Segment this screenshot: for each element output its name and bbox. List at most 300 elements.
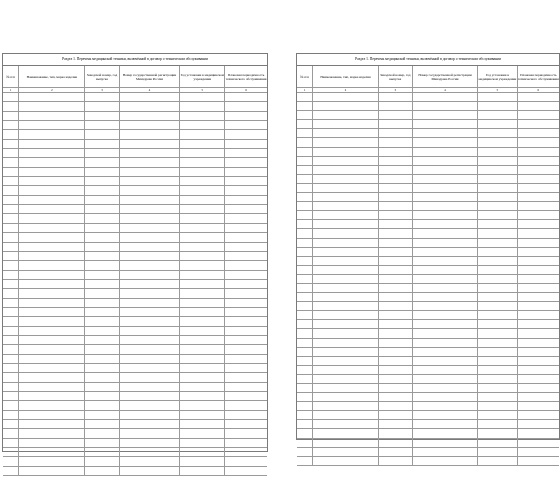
empty-cell <box>297 229 313 238</box>
empty-cell <box>478 347 517 356</box>
empty-cell <box>313 183 379 192</box>
empty-cell <box>412 229 478 238</box>
empty-cell <box>478 393 517 402</box>
table-row <box>297 220 559 229</box>
empty-cell <box>378 283 412 292</box>
empty-cell <box>478 320 517 329</box>
empty-cell <box>180 121 225 130</box>
empty-cell <box>225 279 267 288</box>
empty-cell <box>313 365 379 374</box>
table-row <box>3 102 267 111</box>
empty-cell <box>19 111 85 120</box>
empty-cell <box>85 233 119 242</box>
empty-cell <box>378 347 412 356</box>
empty-cell <box>85 158 119 167</box>
table-row <box>297 174 559 183</box>
empty-cell <box>19 429 85 438</box>
empty-cell <box>180 186 225 195</box>
empty-cell <box>412 183 478 192</box>
empty-cell <box>180 167 225 176</box>
table-row <box>3 205 267 214</box>
table-row <box>3 298 267 307</box>
empty-cell <box>119 298 180 307</box>
table-row <box>297 102 559 111</box>
empty-cell <box>378 365 412 374</box>
empty-cell <box>378 138 412 147</box>
empty-cell <box>297 274 313 283</box>
empty-cell <box>313 311 379 320</box>
empty-cell <box>313 202 379 211</box>
empty-cell <box>3 279 19 288</box>
empty-cell <box>412 256 478 265</box>
empty-cell <box>517 256 559 265</box>
empty-cell <box>313 93 379 102</box>
empty-cell <box>297 220 313 229</box>
empty-cell <box>225 392 267 401</box>
table-row <box>3 410 267 419</box>
empty-cell <box>297 302 313 311</box>
empty-cell <box>297 420 313 429</box>
empty-cell <box>119 111 180 120</box>
empty-cell <box>3 317 19 326</box>
empty-cell <box>225 195 267 204</box>
empty-cell <box>3 448 19 457</box>
column-number: 5 <box>180 88 225 93</box>
empty-cell <box>517 356 559 365</box>
empty-cell <box>119 438 180 447</box>
empty-cell <box>313 402 379 411</box>
empty-cell <box>85 93 119 102</box>
empty-cell <box>313 165 379 174</box>
empty-cell <box>412 384 478 393</box>
empty-cell <box>412 447 478 456</box>
empty-cell <box>180 410 225 419</box>
empty-cell <box>517 238 559 247</box>
empty-cell <box>412 174 478 183</box>
empty-cell <box>297 93 313 102</box>
table-row <box>3 457 267 466</box>
empty-cell <box>119 158 180 167</box>
empty-cell <box>225 261 267 270</box>
empty-cell <box>378 311 412 320</box>
empty-cell <box>119 167 180 176</box>
empty-cell <box>297 447 313 456</box>
empty-cell <box>478 293 517 302</box>
table-row <box>297 211 559 220</box>
empty-cell <box>297 402 313 411</box>
empty-cell <box>297 365 313 374</box>
empty-cell <box>478 165 517 174</box>
empty-cell <box>119 326 180 335</box>
empty-cell <box>119 261 180 270</box>
empty-cell <box>85 466 119 475</box>
empty-cell <box>412 402 478 411</box>
empty-cell <box>412 193 478 202</box>
table-row <box>3 93 267 102</box>
column-header-serial: Заводской номер, год выпуска <box>378 66 412 88</box>
empty-cell <box>378 165 412 174</box>
table-row <box>297 283 559 292</box>
empty-cell <box>517 129 559 138</box>
empty-cell <box>119 149 180 158</box>
empty-cell <box>119 448 180 457</box>
empty-cell <box>517 247 559 256</box>
empty-cell <box>3 177 19 186</box>
empty-cell <box>478 238 517 247</box>
empty-cell <box>412 202 478 211</box>
empty-cell <box>119 317 180 326</box>
empty-cell <box>180 420 225 429</box>
table-row <box>3 111 267 120</box>
empty-cell <box>85 354 119 363</box>
empty-cell <box>313 384 379 393</box>
table-row <box>3 289 267 298</box>
empty-cell <box>19 335 85 344</box>
empty-cell <box>180 429 225 438</box>
empty-cell <box>180 214 225 223</box>
empty-cell <box>297 320 313 329</box>
empty-cell <box>3 345 19 354</box>
empty-cell <box>412 165 478 174</box>
empty-cell <box>478 202 517 211</box>
empty-cell <box>225 130 267 139</box>
empty-cell <box>297 156 313 165</box>
empty-cell <box>378 320 412 329</box>
empty-cell <box>85 205 119 214</box>
empty-cell <box>180 102 225 111</box>
empty-cell <box>180 466 225 475</box>
empty-cell <box>412 338 478 347</box>
empty-cell <box>313 129 379 138</box>
empty-cell <box>517 456 559 465</box>
empty-cell <box>225 251 267 260</box>
empty-cell <box>517 229 559 238</box>
empty-cell <box>378 183 412 192</box>
section-title: Раздел 1. Перечень медицинской техники, включённой в договор о техническом обслуживании <box>3 54 267 66</box>
empty-cell <box>412 420 478 429</box>
table-row <box>297 202 559 211</box>
empty-cell <box>297 165 313 174</box>
table-row <box>297 293 559 302</box>
empty-cell <box>297 120 313 129</box>
empty-cell <box>19 139 85 148</box>
empty-cell <box>85 251 119 260</box>
empty-cell <box>517 447 559 456</box>
empty-cell <box>85 289 119 298</box>
table-row <box>3 195 267 204</box>
empty-cell <box>297 211 313 220</box>
empty-cell <box>3 354 19 363</box>
empty-cell <box>517 393 559 402</box>
empty-cell <box>119 205 180 214</box>
empty-cell <box>225 242 267 251</box>
empty-cell <box>412 147 478 156</box>
empty-cell <box>517 111 559 120</box>
table-row <box>297 438 559 447</box>
empty-cell <box>180 354 225 363</box>
empty-cell <box>3 363 19 372</box>
empty-cell <box>313 356 379 365</box>
empty-cell <box>517 320 559 329</box>
table-row <box>297 338 559 347</box>
empty-cell <box>517 265 559 274</box>
empty-cell <box>19 251 85 260</box>
empty-cell <box>225 289 267 298</box>
empty-cell <box>297 356 313 365</box>
empty-cell <box>412 356 478 365</box>
empty-cell <box>119 279 180 288</box>
empty-cell <box>297 174 313 183</box>
empty-cell <box>85 130 119 139</box>
empty-cell <box>3 298 19 307</box>
table-row <box>297 302 559 311</box>
empty-cell <box>478 402 517 411</box>
empty-cell <box>478 420 517 429</box>
empty-cell <box>478 120 517 129</box>
empty-cell <box>19 195 85 204</box>
empty-cell <box>119 363 180 372</box>
empty-cell <box>297 247 313 256</box>
empty-cell <box>478 193 517 202</box>
empty-cell <box>478 374 517 383</box>
empty-cell <box>3 111 19 120</box>
empty-cell <box>478 411 517 420</box>
empty-cell <box>85 326 119 335</box>
empty-cell <box>3 223 19 232</box>
empty-cell <box>19 242 85 251</box>
empty-cell <box>19 354 85 363</box>
empty-cell <box>85 438 119 447</box>
empty-cell <box>119 130 180 139</box>
empty-cell <box>19 448 85 457</box>
column-number: 6 <box>517 88 559 93</box>
empty-cell <box>517 374 559 383</box>
empty-cell <box>3 167 19 176</box>
empty-cell <box>85 177 119 186</box>
empty-cell <box>225 354 267 363</box>
empty-cell <box>180 392 225 401</box>
empty-cell <box>119 410 180 419</box>
empty-cell <box>119 121 180 130</box>
empty-cell <box>412 111 478 120</box>
empty-cell <box>412 274 478 283</box>
empty-cell <box>3 186 19 195</box>
empty-cell <box>313 302 379 311</box>
empty-cell <box>19 410 85 419</box>
table-row <box>3 448 267 457</box>
empty-cell <box>180 111 225 120</box>
empty-cell <box>313 102 379 111</box>
empty-cell <box>85 345 119 354</box>
empty-cell <box>517 338 559 347</box>
empty-cell <box>313 347 379 356</box>
table-row <box>3 121 267 130</box>
table-row <box>3 363 267 372</box>
empty-cell <box>412 102 478 111</box>
empty-cell <box>225 363 267 372</box>
empty-cell <box>225 102 267 111</box>
empty-cell <box>119 401 180 410</box>
empty-cell <box>19 233 85 242</box>
empty-cell <box>180 270 225 279</box>
empty-cell <box>3 457 19 466</box>
empty-cell <box>517 102 559 111</box>
empty-cell <box>517 202 559 211</box>
empty-cell <box>180 195 225 204</box>
empty-cell <box>313 247 379 256</box>
empty-cell <box>225 93 267 102</box>
form-page-right <box>296 53 560 440</box>
table-row <box>3 177 267 186</box>
empty-cell <box>478 129 517 138</box>
empty-cell <box>85 139 119 148</box>
empty-cell <box>225 429 267 438</box>
empty-cell <box>517 302 559 311</box>
empty-cell <box>478 138 517 147</box>
empty-cell <box>19 420 85 429</box>
empty-cell <box>85 373 119 382</box>
empty-cell <box>85 261 119 270</box>
empty-cell <box>297 374 313 383</box>
empty-cell <box>225 382 267 391</box>
column-header-serial: Заводской номер, год выпуска <box>85 66 119 88</box>
empty-cell <box>297 411 313 420</box>
empty-cell <box>297 393 313 402</box>
empty-cell <box>517 93 559 102</box>
empty-cell <box>19 223 85 232</box>
empty-cell <box>517 293 559 302</box>
empty-cell <box>517 174 559 183</box>
empty-cell <box>85 382 119 391</box>
empty-cell <box>119 223 180 232</box>
table-row <box>297 356 559 365</box>
empty-cell <box>313 420 379 429</box>
empty-cell <box>412 411 478 420</box>
empty-cell <box>85 448 119 457</box>
empty-cell <box>19 326 85 335</box>
empty-cell <box>19 261 85 270</box>
table-row <box>3 429 267 438</box>
empty-cell <box>19 307 85 316</box>
empty-cell <box>378 211 412 220</box>
column-header-name: Наименование, тип, марка изделия <box>313 66 379 88</box>
empty-cell <box>119 457 180 466</box>
empty-cell <box>297 456 313 465</box>
empty-cell <box>85 363 119 372</box>
empty-cell <box>19 298 85 307</box>
table-row <box>3 354 267 363</box>
table-row <box>3 251 267 260</box>
empty-cell <box>378 302 412 311</box>
empty-cell <box>19 438 85 447</box>
empty-cell <box>225 420 267 429</box>
column-header-registration: Номер государственной регистрации Минздрава России <box>119 66 180 88</box>
empty-cell <box>313 274 379 283</box>
column-number: 2 <box>19 88 85 93</box>
empty-cell <box>378 402 412 411</box>
empty-cell <box>180 438 225 447</box>
empty-cell <box>119 195 180 204</box>
empty-cell <box>478 338 517 347</box>
empty-cell <box>412 311 478 320</box>
table-row <box>3 382 267 391</box>
empty-cell <box>85 335 119 344</box>
empty-cell <box>3 326 19 335</box>
table-row <box>3 139 267 148</box>
empty-cell <box>225 214 267 223</box>
empty-cell <box>478 93 517 102</box>
empty-cell <box>297 283 313 292</box>
empty-cell <box>119 233 180 242</box>
empty-cell <box>85 102 119 111</box>
table-row <box>297 374 559 383</box>
empty-cell <box>225 223 267 232</box>
empty-cell <box>313 393 379 402</box>
empty-cell <box>478 220 517 229</box>
empty-cell <box>19 149 85 158</box>
empty-cell <box>19 177 85 186</box>
table-row <box>297 247 559 256</box>
empty-cell <box>85 457 119 466</box>
empty-cell <box>478 384 517 393</box>
empty-cell <box>412 211 478 220</box>
empty-cell <box>412 347 478 356</box>
table-row <box>297 183 559 192</box>
empty-cell <box>313 120 379 129</box>
empty-cell <box>478 174 517 183</box>
empty-cell <box>225 326 267 335</box>
empty-cell <box>85 307 119 316</box>
empty-cell <box>478 329 517 338</box>
empty-cell <box>119 307 180 316</box>
table-row <box>3 158 267 167</box>
empty-cell <box>3 121 19 130</box>
empty-cell <box>119 373 180 382</box>
empty-cell <box>3 102 19 111</box>
empty-cell <box>3 139 19 148</box>
empty-cell <box>313 447 379 456</box>
empty-cell <box>378 447 412 456</box>
empty-cell <box>19 158 85 167</box>
empty-cell <box>3 149 19 158</box>
table-row <box>297 265 559 274</box>
empty-cell <box>297 147 313 156</box>
empty-cell <box>119 186 180 195</box>
empty-cell <box>225 270 267 279</box>
table-row <box>3 242 267 251</box>
empty-cell <box>225 466 267 475</box>
empty-cell <box>478 247 517 256</box>
empty-cell <box>3 466 19 475</box>
table-row <box>3 401 267 410</box>
empty-cell <box>412 393 478 402</box>
table-row <box>3 317 267 326</box>
empty-cell <box>225 335 267 344</box>
empty-cell <box>119 139 180 148</box>
empty-cell <box>478 283 517 292</box>
table-row <box>297 111 559 120</box>
empty-cell <box>19 466 85 475</box>
empty-cell <box>378 265 412 274</box>
empty-cell <box>180 93 225 102</box>
empty-cell <box>517 220 559 229</box>
empty-cell <box>313 283 379 292</box>
empty-cell <box>517 429 559 438</box>
empty-cell <box>378 174 412 183</box>
empty-cell <box>180 373 225 382</box>
empty-cell <box>313 438 379 447</box>
empty-cell <box>517 329 559 338</box>
